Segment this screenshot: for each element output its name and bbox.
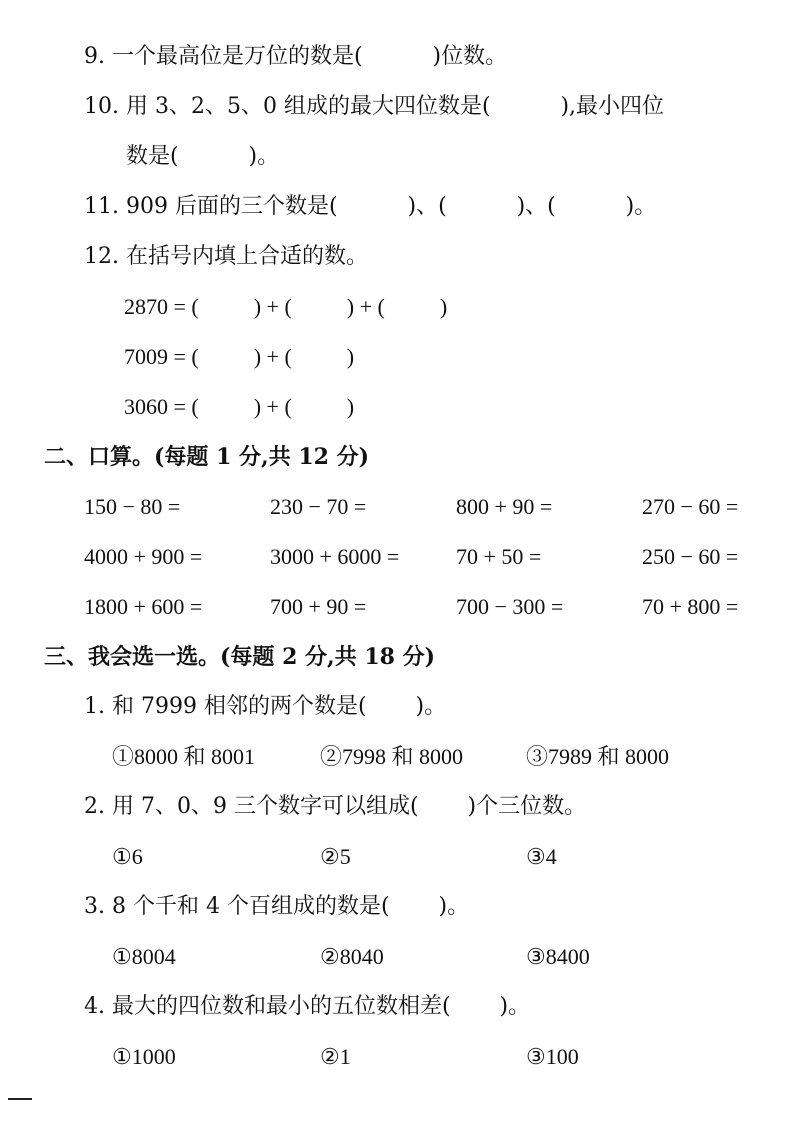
arithmetic-item: 3000 + 6000 = bbox=[270, 544, 400, 569]
choice-option-3: ③7989 和 8000 bbox=[526, 744, 670, 769]
arithmetic-item: 700 − 300 = bbox=[456, 594, 564, 619]
question-9: 9. 一个最高位是万位的数是( )位数。 bbox=[84, 44, 508, 69]
choice-option-2: ②5 bbox=[320, 844, 351, 869]
choice-option-2: ②8040 bbox=[320, 944, 384, 969]
choice-option-3: ③100 bbox=[526, 1044, 579, 1069]
choice-option-2: ②1 bbox=[320, 1044, 351, 1069]
arithmetic-item: 800 + 90 = bbox=[456, 494, 553, 519]
section-2-heading: 二、口算。(每题 1 分,共 12 分) bbox=[44, 444, 370, 470]
arithmetic-item: 4000 + 900 = bbox=[84, 544, 203, 569]
choice-option-1: ①6 bbox=[112, 844, 143, 869]
arithmetic-item: 1800 + 600 = bbox=[84, 594, 203, 619]
question-11: 11. 909 后面的三个数是( )、( )、( )。 bbox=[84, 194, 657, 219]
choice-option-3: ③8400 bbox=[526, 944, 590, 969]
arithmetic-item: 230 − 70 = bbox=[270, 494, 367, 519]
question-10-line-1: 10. 用 3、2、5、0 组成的最大四位数是( ),最小四位 bbox=[84, 94, 665, 119]
choice-question-2: 2. 用 7、0、9 三个数字可以组成( )个三位数。 bbox=[84, 794, 587, 819]
arithmetic-item: 150 − 80 = bbox=[84, 494, 181, 519]
question-12: 12. 在括号内填上合适的数。 bbox=[84, 244, 368, 269]
choice-question-4: 4. 最大的四位数和最小的五位数相差( )。 bbox=[84, 994, 531, 1019]
question-12-equation-1: 2870 = ( ) + ( ) + ( ) bbox=[124, 294, 448, 319]
arithmetic-item: 70 + 800 = bbox=[642, 594, 739, 619]
choice-option-3: ③4 bbox=[526, 844, 557, 869]
question-12-equation-2: 7009 = ( ) + ( ) bbox=[124, 344, 355, 369]
choice-question-1: 1. 和 7999 相邻的两个数是( )。 bbox=[84, 694, 447, 719]
arithmetic-item: 250 − 60 = bbox=[642, 544, 739, 569]
choice-question-3: 3. 8 个千和 4 个百组成的数是( )。 bbox=[84, 894, 470, 919]
arithmetic-item: 270 − 60 = bbox=[642, 494, 739, 519]
choice-option-1: ①8000 和 8001 bbox=[112, 744, 256, 769]
choice-option-1: ①8004 bbox=[112, 944, 176, 969]
choice-option-1: ①1000 bbox=[112, 1044, 176, 1069]
page-corner-rule bbox=[8, 1098, 32, 1100]
question-10-line-2: 数是( )。 bbox=[126, 144, 280, 169]
question-12-equation-3: 3060 = ( ) + ( ) bbox=[124, 394, 355, 419]
choice-option-2: ②7998 和 8000 bbox=[320, 744, 464, 769]
section-3-heading: 三、我会选一选。(每题 2 分,共 18 分) bbox=[44, 644, 436, 670]
arithmetic-item: 70 + 50 = bbox=[456, 544, 542, 569]
arithmetic-item: 700 + 90 = bbox=[270, 594, 367, 619]
